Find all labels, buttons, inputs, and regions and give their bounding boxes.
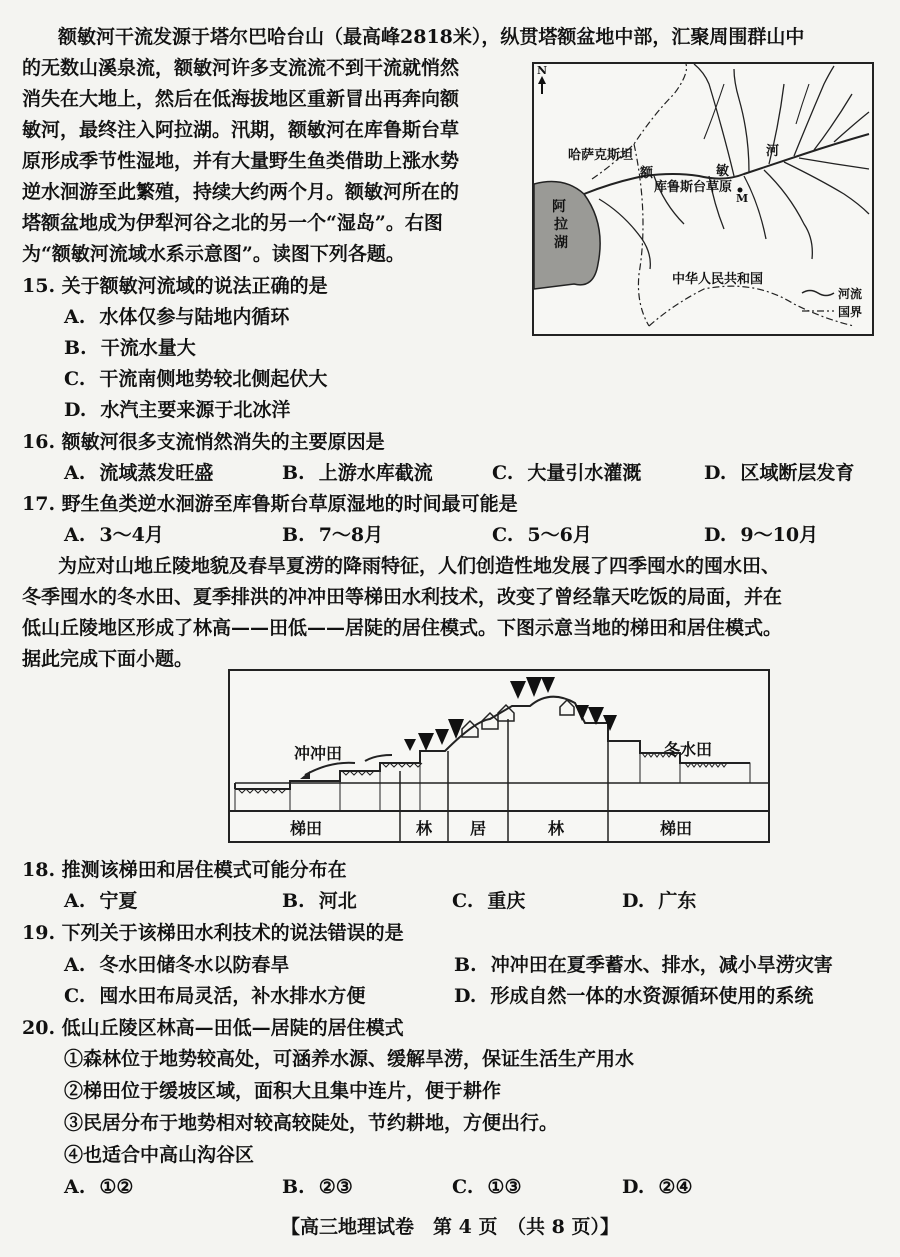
question-17-option-a[interactable] [64,520,164,551]
lake-label-c: 湖 [554,235,568,251]
question-19-option-d[interactable] [454,981,813,1012]
lake-label-b: 拉 [554,217,568,233]
option-key: D. [622,1176,645,1198]
intro-line: 为应对山地丘陵地貌及春旱夏涝的降雨特征，人们创造性地发展了四季囤水的囤水田、 [58,555,781,577]
lake-label-a: 阿 [552,199,566,215]
question-20-option-a[interactable] [64,1172,133,1203]
option-text: 囤水田布局灵活，补水排水方便 [99,985,366,1007]
option-text: 冲冲田在夏季蓄水、排水，减小旱涝灾害 [490,954,833,976]
river-label-min: 敏 [716,164,730,179]
river-map [532,62,874,336]
intro-line: 逆水洄游至此繁殖，持续大约两个月。额敏河所在的 [22,181,460,203]
option-key: C. [492,524,514,546]
question-18-option-b[interactable] [282,886,357,917]
intro-line: 塔额盆地成为伊犁河谷之北的另一个“湿岛”。右图 [22,212,443,234]
china-label: 中华人民共和国 [672,272,764,287]
question-18-option-d[interactable] [622,886,696,917]
question-20-option-b[interactable] [282,1172,353,1203]
option-key: A. [64,954,86,976]
option-key: D. [454,985,477,1007]
option-text: 河北 [318,890,357,912]
option-key: D. [704,462,727,484]
river-label-he: 河 [766,144,780,159]
question-19-option-c[interactable] [64,981,365,1012]
intro-line: 低山丘陵地区形成了林高——田低——居陡的居住模式。下图示意当地的梯田和居住模式。 [22,617,783,639]
question-19-option-a[interactable] [64,950,289,981]
point-m-label: M [736,192,749,205]
question-18-option-a[interactable] [64,886,137,917]
question-20-stem: 20. 低山丘陵区林高—田低—居陡的居住模式 [22,1017,404,1039]
intro-paragraph-2 [22,551,782,675]
question-16-option-a[interactable] [64,458,213,489]
question-16-option-d[interactable] [704,458,854,489]
question-20-statement-1: ①森林位于地势较高处，可涵养水源、缓解旱涝，保证生活生产用水 [64,1048,635,1070]
intro-paragraph-1 [58,22,804,53]
terrace-figure [228,669,770,843]
option-key: B. [282,890,305,912]
zone-label-residence: 居 [470,819,487,838]
legend-river-icon [802,291,834,296]
option-text: 重庆 [487,890,526,912]
tree-icon [435,729,449,745]
question-16-option-b[interactable] [282,458,433,489]
option-text: 广东 [658,890,697,912]
question-15-stem: 15. 关于额敏河流域的说法正确的是 [22,275,328,297]
option-key: D. [64,399,87,421]
option-key: C. [452,1176,474,1198]
option-key: A. [64,890,86,912]
option-text: ①③ [487,1176,522,1198]
option-text: 形成自然一体的水资源循环使用的系统 [490,985,814,1007]
option-text: 3～4月 [99,524,164,546]
option-text: 水汽主要来源于北冰洋 [100,399,291,421]
option-text: 干流水量大 [100,337,196,359]
kazakhstan-label: 哈萨克斯坦 [568,148,634,163]
option-key: B. [282,1176,305,1198]
option-text: 9～10月 [740,524,819,546]
north-label: N [537,64,548,77]
option-key: B. [282,524,305,546]
flow-arrow-icon [365,755,392,761]
intro-line: 原形成季节性湿地，并有大量野生鱼类借助上涨水势 [22,150,460,172]
river-label-e: 额 [640,166,654,181]
zone-label-forest-left: 林 [416,819,433,838]
legend-river-label: 河流 [838,287,863,301]
question-15-option-d[interactable] [64,395,290,426]
intro-line: 冬季囤水的冬水田、夏季排洪的冲冲田等梯田水利技术，改变了曾经靠天吃饭的局面，并在 [22,586,783,608]
question-20-statement-2: ②梯田位于缓坡区域，面积大且集中连片，便于耕作 [64,1080,502,1102]
tree-icon [510,681,526,699]
question-19-option-b[interactable] [454,950,833,981]
question-15-option-c[interactable] [64,364,327,395]
option-key: B. [282,462,305,484]
option-text: ①② [99,1176,134,1198]
option-key: B. [454,954,477,976]
question-19-stem: 19. 下列关于该梯田水利技术的说法错误的是 [22,922,404,944]
question-17-option-d[interactable] [704,520,818,551]
question-20-statement-4: ④也适合中高山沟谷区 [64,1144,255,1166]
option-key: A. [64,306,86,328]
option-text: ②④ [658,1176,693,1198]
intro-line: 额敏河干流发源于塔尔巴哈台山（最高峰2818米），纵贯塔额盆地中部，汇聚周围群山中 [58,26,805,48]
option-key: C. [492,462,514,484]
option-text: 上游水库截流 [318,462,433,484]
question-20-option-d[interactable] [622,1172,693,1203]
question-20-statement-3: ③民居分布于地势相对较高较陡处，节约耕地，方便出行。 [64,1112,559,1134]
option-text: 冬水田储冬水以防春旱 [99,954,290,976]
river-map-drawing [534,64,872,334]
option-text: 宁夏 [99,890,138,912]
dongshui-field-label: 冬水田 [664,740,713,759]
question-15-option-a[interactable] [64,302,289,333]
option-text: 大量引水灌溉 [527,462,642,484]
option-text: 流域蒸发旺盛 [99,462,214,484]
question-16-stem: 16. 额敏河很多支流悄然消失的主要原因是 [22,431,385,453]
question-16-option-c[interactable] [492,458,641,489]
zone-label-forest-right: 林 [548,819,565,838]
intro-line: 据此完成下面小题。 [22,648,194,670]
option-key: A. [64,462,86,484]
question-20-option-c[interactable] [452,1172,521,1203]
option-key: A. [64,1176,86,1198]
option-key: D. [622,890,645,912]
option-text: 水体仅参与陆地内循环 [99,306,290,328]
chongchong-field-label: 冲冲田 [294,744,343,763]
page-footer: 【高三地理试卷 第 4 页 （共 8 页）】 [281,1216,619,1238]
question-17-stem: 17. 野生鱼类逆水洄游至库鲁斯台草原湿地的时间最可能是 [22,493,518,515]
intro-line: 敏河，最终注入阿拉湖。汛期，额敏河在库鲁斯台草 [22,119,460,141]
option-key: C. [64,985,86,1007]
option-key: C. [452,890,474,912]
tree-icon [418,733,434,751]
option-text: 5～6月 [527,524,592,546]
option-text: ②③ [318,1176,353,1198]
question-15-option-b[interactable] [64,333,196,364]
zone-label-terrace-left: 梯田 [290,819,323,838]
zone-label-terrace-right: 梯田 [660,819,693,838]
question-17-option-b[interactable] [282,520,383,551]
question-18-option-c[interactable] [452,886,525,917]
tree-icon [404,739,416,751]
tree-icon [526,677,542,697]
intro-line: 的无数山溪泉流，额敏河许多支流流不到干流就悄然 [22,57,460,79]
tree-icon [575,705,589,721]
option-text: 7～8月 [318,524,384,546]
question-18-stem: 18. 推测该梯田和居住模式可能分布在 [22,859,347,881]
legend-border-label: 国界 [838,305,863,319]
question-17-option-c[interactable] [492,520,592,551]
intro-paragraph-1-body [22,53,459,270]
option-text: 干流南侧地势较北侧起伏大 [99,368,328,390]
intro-line: 为“额敏河流域水系示意图”。读图下列各题。 [22,243,405,265]
option-key: D. [704,524,727,546]
option-key: B. [64,337,87,359]
option-key: A. [64,524,86,546]
tree-icon [541,677,555,693]
intro-line: 消失在大地上，然后在低海拔地区重新冒出再奔向额 [22,88,460,110]
option-text: 区域断层发育 [740,462,855,484]
option-key: C. [64,368,86,390]
grassland-label: 库鲁斯台草原 [654,180,733,195]
